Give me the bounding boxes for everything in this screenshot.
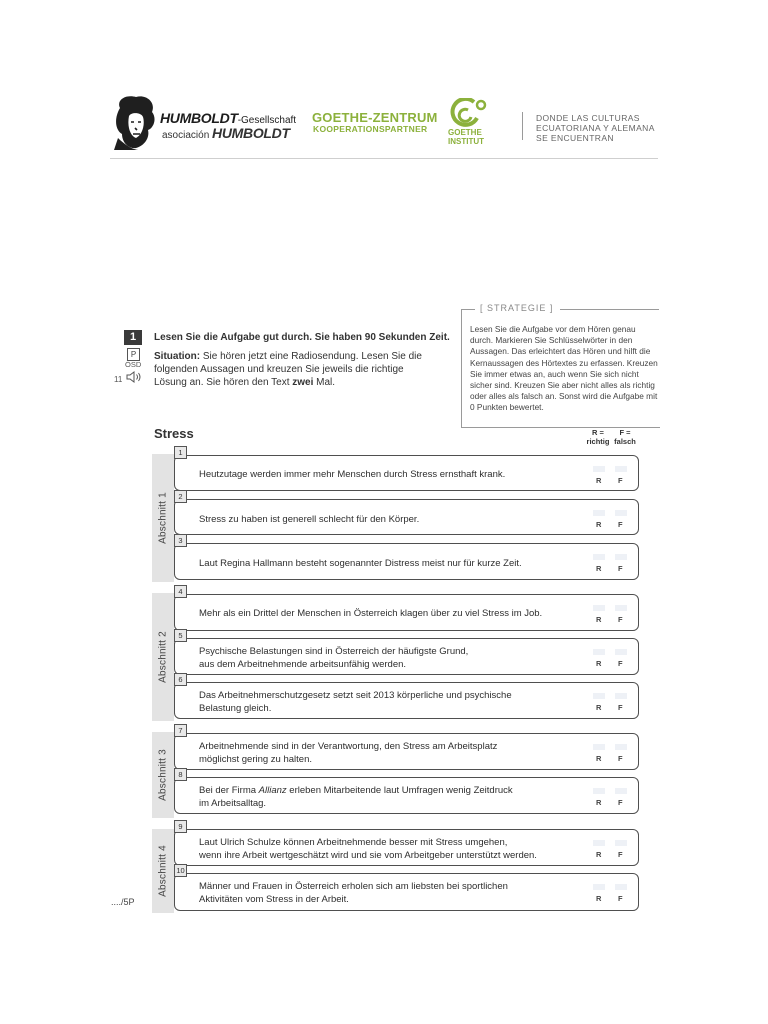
strategy-text: Lesen Sie die Aufgabe vor dem Hören genau durch. Markieren Sie Schlüsselwörter in den Aussagen. Das erleichtert das Hören und hilft die Kernaussagen des Hörtextes zu erfassen. Kreuzen Sie immer etwas an, auch wenn Sie sich nicht sicher sind. Kreuzen Sie aber nicht alles als richtig oder alles als falsch an. Sonst wird die Aufgabe mit 0 Punkten bewertet. — [470, 324, 658, 413]
item-number: 9 — [174, 820, 187, 833]
statement-text — [199, 513, 574, 526]
task-situation — [154, 350, 439, 389]
r-label: R — [596, 659, 602, 668]
f-checkbox[interactable] — [615, 466, 627, 472]
goethe-institut-line2: INSTITUT — [448, 137, 484, 146]
item-number: 7 — [174, 724, 187, 737]
situation-label: Situation: — [154, 351, 201, 362]
r-checkbox[interactable] — [593, 605, 605, 611]
abschnitt-band — [152, 593, 174, 721]
goethe-zentrum-title: GOETHE-ZENTRUM — [312, 110, 438, 125]
goethe-zentrum-subtitle: KOOPERATIONSPARTNER — [313, 124, 428, 134]
statement-line1: Das Arbeitnehmerschutzgesetz setzt seit 2013 körperliche und psychische — [199, 690, 512, 701]
statement-line2: im Arbeitsalltag. — [199, 798, 267, 809]
f-checkbox[interactable] — [615, 605, 627, 611]
speaker-icon — [126, 371, 142, 383]
r-label: R — [596, 520, 602, 529]
r-label: R — [596, 894, 602, 903]
statement-line2: aus dem Arbeitnehmende arbeitsunfähig werden. — [199, 659, 407, 670]
f-label: F — [618, 703, 623, 712]
statement-line1: Männer und Frauen in Österreich erholen sich am liebsten bei sportlichen — [199, 881, 508, 892]
abschnitt-label: Abschnitt 3 — [157, 749, 169, 801]
f-label: F — [618, 754, 623, 763]
company-name: Allianz — [258, 785, 287, 796]
r-head-line1: R = — [592, 428, 604, 437]
header-rule — [110, 158, 658, 159]
r-checkbox[interactable] — [593, 744, 605, 750]
statement-line1-pre: Bei der Firma — [199, 785, 259, 796]
task-p-badge: P — [127, 348, 140, 361]
f-checkbox[interactable] — [615, 788, 627, 794]
statement-line1: Arbeitnehmende sind in der Verantwortung, den Stress am Arbeitsplatz — [199, 741, 498, 752]
r-label: R — [596, 564, 602, 573]
task-osd-label: ÖSD — [125, 360, 142, 369]
statement-text — [199, 784, 574, 810]
r-label: R — [596, 476, 602, 485]
statement-line1: Laut Ulrich Schulze können Arbeitnehmende besser mit Stress umgehen, — [199, 837, 508, 848]
statement-card — [174, 448, 639, 491]
statement-line1: Mehr als ein Drittel der Menschen in Österreich klagen über zu viel Stress im Job. — [199, 608, 543, 619]
abschnitt-band — [152, 454, 174, 582]
f-checkbox[interactable] — [615, 510, 627, 516]
statement-text — [199, 880, 574, 906]
r-column-header — [585, 428, 611, 446]
statement-card — [174, 492, 639, 535]
goethe-institut-wordmark — [448, 128, 508, 146]
statement-text — [199, 468, 574, 481]
statement-card — [174, 631, 639, 675]
f-checkbox[interactable] — [615, 840, 627, 846]
item-number: 2 — [174, 490, 187, 503]
f-head-line2: falsch — [614, 437, 636, 446]
humboldt-suffix: -Gesellschaft — [237, 115, 297, 126]
f-label: F — [618, 615, 623, 624]
audio-track-number: 11 — [114, 375, 123, 384]
statement-card — [174, 726, 639, 770]
r-checkbox[interactable] — [593, 840, 605, 846]
statement-line1-post: erleben Mitarbeitende laut Umfragen wenig Zeitdruck — [286, 785, 513, 796]
r-label: R — [596, 850, 602, 859]
statement-card — [174, 675, 639, 719]
abschnitt-band — [152, 829, 174, 913]
r-label: R — [596, 615, 602, 624]
statement-line1 — [199, 784, 574, 797]
statement-text — [199, 689, 574, 715]
section-title: Stress — [154, 426, 194, 441]
header-divider — [522, 112, 523, 140]
situation-bold: zwei — [292, 377, 314, 388]
humboldt-portrait-logo — [110, 94, 160, 150]
f-label: F — [618, 659, 623, 668]
statement-line1: Stress zu haben ist generell schlecht für den Körper. — [199, 514, 420, 525]
f-head-line1: F = — [619, 428, 631, 437]
item-number: 8 — [174, 768, 187, 781]
humboldt-line2-brand: HUMBOLDT — [212, 125, 290, 141]
statement-text — [199, 607, 574, 620]
f-label: F — [618, 850, 623, 859]
f-label: F — [618, 798, 623, 807]
abschnitt-band — [152, 732, 174, 818]
strategy-box-top-left-rule — [461, 309, 475, 310]
f-checkbox[interactable] — [615, 554, 627, 560]
abschnitt-label: Abschnitt 2 — [157, 631, 169, 683]
r-head-line2: richtig — [586, 437, 610, 446]
tagline-line1: DONDE LAS CULTURAS — [536, 113, 640, 123]
statement-card — [174, 587, 639, 631]
item-number: 1 — [174, 446, 187, 459]
statement-line2: möglichst gering zu halten. — [199, 754, 313, 765]
goethe-institut-line1: GOETHE — [448, 128, 482, 137]
f-column-header — [612, 428, 638, 446]
statement-line2: Belastung gleich. — [199, 703, 272, 714]
humboldt-line2-prefix: asociación — [162, 130, 210, 141]
f-label: F — [618, 564, 623, 573]
strategy-box-top-right-rule — [560, 309, 659, 310]
statement-card — [174, 822, 639, 866]
f-label: F — [618, 476, 623, 485]
r-checkbox[interactable] — [593, 466, 605, 472]
f-checkbox[interactable] — [615, 884, 627, 890]
r-label: R — [596, 798, 602, 807]
f-checkbox[interactable] — [615, 744, 627, 750]
item-number: 4 — [174, 585, 187, 598]
r-label: R — [596, 754, 602, 763]
r-checkbox[interactable] — [593, 884, 605, 890]
f-label: F — [618, 520, 623, 529]
f-label: F — [618, 894, 623, 903]
strategy-label: [ STRATEGIE ] — [480, 303, 554, 313]
statement-text — [199, 557, 574, 570]
statement-card — [174, 866, 639, 911]
statement-text — [199, 645, 574, 671]
statement-card — [174, 536, 639, 580]
humboldt-wordmark-line2 — [162, 125, 290, 141]
statement-card — [174, 770, 639, 814]
item-number: 10 — [174, 864, 187, 877]
statement-line2: wenn ihre Arbeit wertgeschätzt wird und sie vom Arbeitgeber unterstützt werden. — [199, 850, 537, 861]
item-number: 6 — [174, 673, 187, 686]
item-number: 5 — [174, 629, 187, 642]
abschnitt-label: Abschnitt 4 — [157, 845, 169, 897]
r-checkbox[interactable] — [593, 649, 605, 655]
f-checkbox[interactable] — [615, 649, 627, 655]
statement-line2: Aktivitäten vom Stress in der Arbeit. — [199, 894, 349, 905]
f-checkbox[interactable] — [615, 693, 627, 699]
r-checkbox[interactable] — [593, 788, 605, 794]
item-number: 3 — [174, 534, 187, 547]
statement-line1: Heutzutage werden immer mehr Menschen durch Stress ernsthaft krank. — [199, 469, 506, 480]
statement-line1: Psychische Belastungen sind in Österreich der häufigste Grund, — [199, 646, 469, 657]
r-label: R — [596, 703, 602, 712]
task-number-badge: 1 — [124, 330, 142, 345]
tagline-line2: ECUATORIANA Y ALEMANA — [536, 123, 655, 133]
statement-text — [199, 836, 574, 862]
tagline-line3: SE ENCUENTRAN — [536, 133, 614, 143]
header-tagline — [536, 113, 686, 143]
statement-line1: Laut Regina Hallmann besteht sogenannter Distress meist nur für kurze Zeit. — [199, 558, 522, 569]
abschnitt-label: Abschnitt 1 — [157, 492, 169, 544]
r-checkbox[interactable] — [593, 693, 605, 699]
points-field[interactable]: ..../5P — [111, 897, 135, 907]
situation-text-2: Mal. — [313, 377, 336, 388]
humboldt-brand: HUMBOLDT — [160, 110, 238, 126]
r-checkbox[interactable] — [593, 554, 605, 560]
statement-text — [199, 740, 574, 766]
task-instruction: Lesen Sie die Aufgabe gut durch. Sie haben 90 Sekunden Zeit. — [154, 332, 450, 343]
r-checkbox[interactable] — [593, 510, 605, 516]
situation-text-1: Sie hören jetzt eine Radiosendung. Lesen Sie die folgenden Aussagen und kreuzen Sie jeweils die richtige Lösung an. Sie hören den Text — [154, 351, 422, 388]
humboldt-wordmark — [160, 110, 296, 126]
goethe-institut-logo-icon — [444, 98, 488, 132]
